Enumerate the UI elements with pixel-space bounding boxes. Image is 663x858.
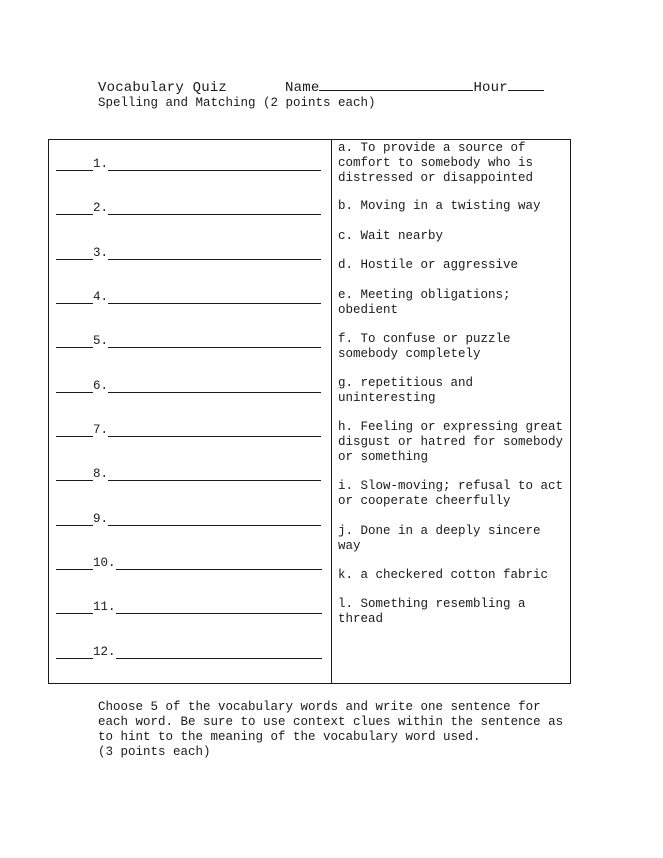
- letter-blank[interactable]: [56, 247, 93, 260]
- letter-blank[interactable]: [56, 335, 93, 348]
- spelling-blank[interactable]: [108, 202, 321, 215]
- spelling-blank[interactable]: [116, 646, 322, 659]
- definition-c: c. Wait nearby: [338, 229, 444, 243]
- spelling-blank[interactable]: [108, 468, 321, 481]
- hour-field[interactable]: [508, 78, 544, 91]
- item-number: 10.: [93, 556, 116, 570]
- matching-table: [48, 139, 571, 684]
- item-number: 12.: [93, 645, 116, 659]
- letter-blank[interactable]: [56, 424, 93, 437]
- definition-e: e. Meeting obligations; obedient: [338, 288, 519, 317]
- definition-g: g. repetitious and uninteresting: [338, 376, 481, 405]
- letter-blank[interactable]: [56, 646, 93, 659]
- spelling-blank[interactable]: [108, 335, 321, 348]
- sentence-instructions: Choose 5 of the vocabulary words and write one sentence for each word. Be sure to use context clues within the sentence as to hint to the meaning of the vocabulary word used. (3 points each): [98, 700, 564, 759]
- spelling-blank[interactable]: [116, 557, 322, 570]
- definition-f: f. To confuse or puzzle somebody completely: [338, 332, 519, 361]
- definition-a: a. To provide a source of comfort to somebody who is distressed or disappointed: [338, 141, 541, 185]
- letter-blank[interactable]: [56, 557, 93, 570]
- item-number: 8.: [93, 467, 109, 481]
- spelling-blank[interactable]: [108, 424, 321, 437]
- spelling-blank[interactable]: [116, 601, 322, 614]
- definition-b: b. Moving in a twisting way: [338, 199, 541, 213]
- answer-row: [56, 643, 322, 659]
- item-number: 5.: [93, 334, 109, 348]
- item-number: 3.: [93, 246, 109, 260]
- answer-row: [56, 510, 321, 526]
- name-field[interactable]: [319, 78, 473, 91]
- item-number: 6.: [93, 379, 109, 393]
- item-number: 11.: [93, 600, 116, 614]
- item-number: 4.: [93, 290, 109, 304]
- answer-row: [56, 155, 321, 171]
- definition-j: j. Done in a deeply sincere way: [338, 524, 549, 553]
- answer-row: [56, 199, 321, 215]
- spelling-blank[interactable]: [108, 247, 321, 260]
- answer-row: [56, 377, 321, 393]
- answer-row: [56, 288, 321, 304]
- answer-row: [56, 554, 322, 570]
- header-line: [98, 78, 544, 96]
- item-number: 9.: [93, 512, 109, 526]
- spelling-blank[interactable]: [108, 380, 321, 393]
- answer-row: [56, 332, 321, 348]
- letter-blank[interactable]: [56, 468, 93, 481]
- spelling-blank[interactable]: [108, 513, 321, 526]
- letter-blank[interactable]: [56, 601, 93, 614]
- definition-d: d. Hostile or aggressive: [338, 258, 519, 272]
- answer-row: [56, 244, 321, 260]
- quiz-subtitle: Spelling and Matching (2 points each): [98, 96, 376, 110]
- item-number: 2.: [93, 201, 109, 215]
- definition-h: h. Feeling or expressing great disgust or hatred for somebody or something: [338, 420, 571, 464]
- name-label: Name: [285, 80, 320, 96]
- definition-i: i. Slow-moving; refusal to act or cooperate cheerfully: [338, 479, 571, 508]
- definition-k: k. a checkered cotton fabric: [338, 568, 549, 582]
- definition-l: l. Something resembling a thread: [338, 597, 534, 626]
- answer-row: [56, 598, 322, 614]
- letter-blank[interactable]: [56, 158, 93, 171]
- item-number: 1.: [93, 157, 109, 171]
- spelling-blank[interactable]: [108, 158, 321, 171]
- letter-blank[interactable]: [56, 380, 93, 393]
- letter-blank[interactable]: [56, 513, 93, 526]
- answer-row: [56, 465, 321, 481]
- letter-blank[interactable]: [56, 202, 93, 215]
- answer-row: [56, 421, 321, 437]
- spelling-blank[interactable]: [108, 291, 321, 304]
- item-number: 7.: [93, 423, 109, 437]
- quiz-title: Vocabulary Quiz: [98, 80, 228, 96]
- column-divider: [331, 140, 332, 683]
- hour-label: Hour: [473, 80, 508, 96]
- letter-blank[interactable]: [56, 291, 93, 304]
